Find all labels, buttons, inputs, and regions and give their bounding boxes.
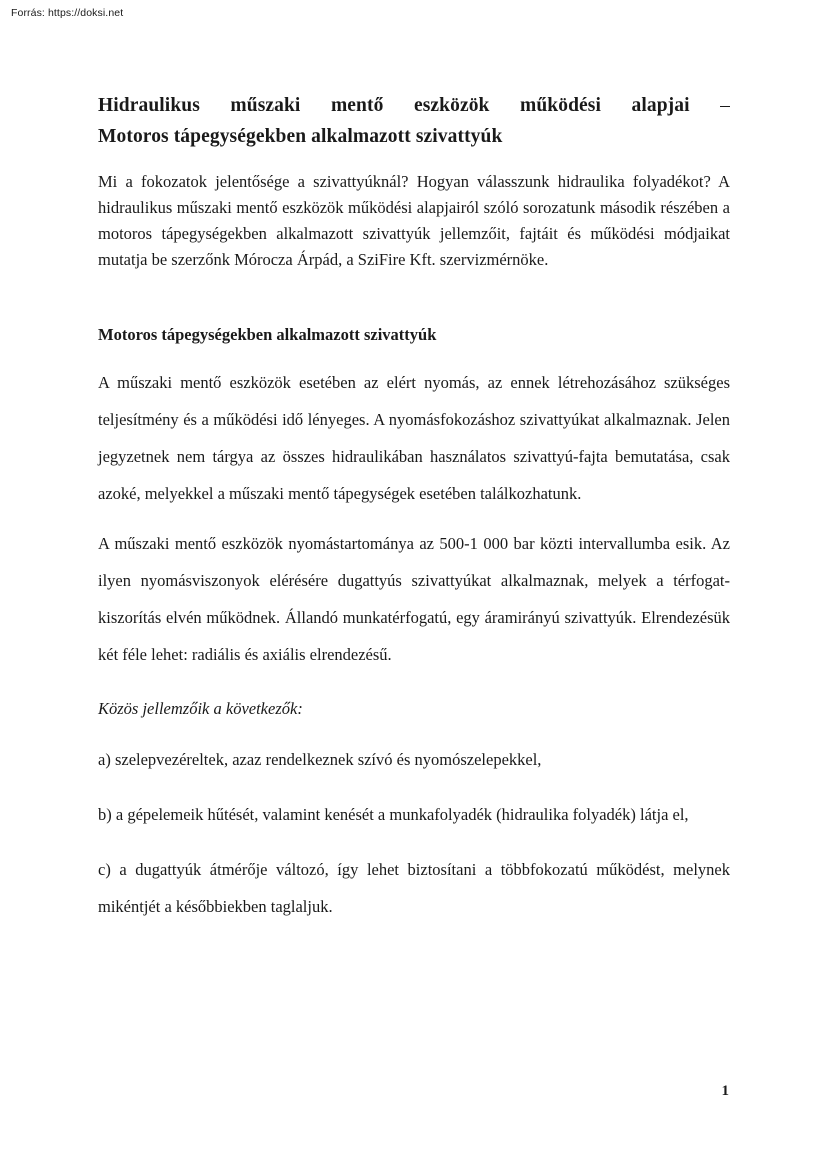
list-item-c: c) a dugattyúk átmérője változó, így lehet biztosítani a többfokozatú működést, melynek mikéntjét a későbbiekben taglaljuk. [98,860,730,916]
page-title-line-2: Motoros tápegységekben alkalmazott szivattyúk [98,126,503,147]
list-intro-text: Közös jellemzőik a következők: [98,699,303,718]
lead-paragraph: Mi a fokozatok jelentősége a szivattyúknál? Hogyan válasszunk hidraulika folyadékot? A hidraulikus műszaki mentő eszközök működési alapjairól szóló sorozatunk második részében a motoros tápegységekben alkalmazott szivattyúk jellemzőit, fajtáit és működési módjaikat mutatja be szerzőnk Mórocza Árpád, a SziFire Kft. szervizmérnöke. [98,172,730,269]
source-watermark-header: Forrás: https://doksi.net [11,7,124,19]
page-title [98,90,730,152]
list-item-b: b) a gépelemeik hűtését, valamint kenését a munkafolyadék (hidraulika folyadék) látja el, [98,805,689,824]
page-number: 1 [721,1083,729,1099]
body-paragraph-2: A műszaki mentő eszközök nyomástartománya az 500-1 000 bar közti intervallumba esik. Az ilyen nyomásviszonyok elérésére dugattyús szivattyúkat alkalmaznak, melyek a térfogat-kiszorítás elvén működnek. Állandó munkatérfogatú, egy áramirányú szivattyúk. Elrendezésük két féle lehet: radiális és axiális elrendezésű. [98,534,730,664]
section-heading: Motoros tápegységekben alkalmazott szivattyúk [98,325,437,344]
page-title-text-part-1: Hidraulikus műszaki mentő eszközök működési alapjai [98,95,690,116]
document-body [98,90,730,925]
page-title-line-1 [98,90,730,121]
body-paragraph-1: A műszaki mentő eszközök esetében az elért nyomás, az ennek létrehozásához szükséges teljesítmény és a működési idő lényeges. A nyomásfokozáshoz szivattyúkat alkalmaznak. Jelen jegyzetnek nem tárgya az összes hidraulikában használatos szivattyú-fajta bemutatása, csak azoké, melyekkel a műszaki mentő tápegységek esetében találkozhatunk. [98,373,730,503]
list-item-a: a) szelepvezéreltek, azaz rendelkeznek szívó és nyomószelepekkel, [98,750,542,769]
page-title-dash: – [720,95,730,116]
